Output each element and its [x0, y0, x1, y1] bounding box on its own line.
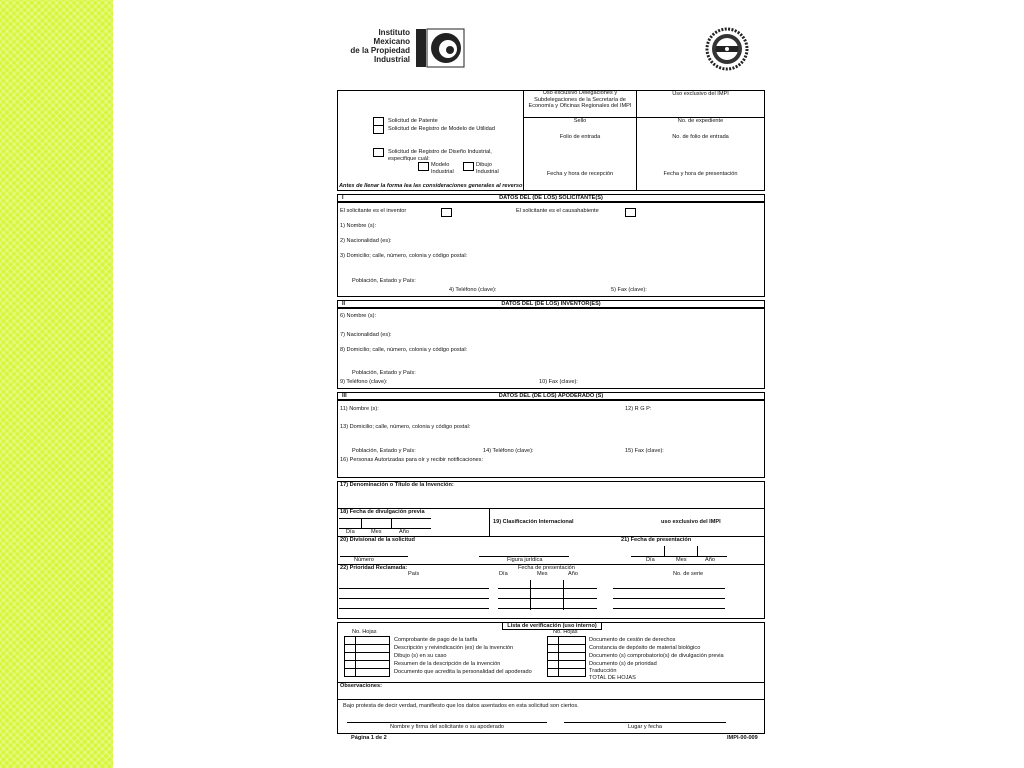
apoderado-fax-label: 15) Fax (clave):	[625, 448, 664, 454]
fecha-21-dia: Día	[646, 557, 655, 563]
decorative-side-strip	[0, 0, 113, 768]
admin-delegaciones-title: Uso exclusivo Delegaciones y Subdelegaciones de la Secretaría de Economía y Oficinas Regionales del IMPI	[528, 90, 632, 109]
logo-line-3: de la Propiedad	[350, 46, 410, 55]
prioridad-dia-col: Día	[499, 571, 508, 577]
inventor-nombre-label: 6) Nombre (s):	[340, 313, 377, 319]
section-2-roman: II	[342, 301, 346, 307]
section-2-title: DATOS DEL (DE LOS) INVENTOR(ES)	[501, 301, 601, 307]
divisional-numero-label: Número	[354, 557, 374, 563]
logo-line-1: Instituto	[378, 28, 410, 37]
protesta-text: Bajo protesta de decir verdad, manifiesto que los datos asentados en esta solicitud son ciertos.	[343, 703, 579, 709]
dibujo-industrial-checkbox[interactable]	[463, 162, 474, 171]
apoderado-nombre-label: 11) Nombre (s):	[340, 406, 379, 412]
divulgacion-ano: Año	[399, 529, 409, 535]
divulgacion-label: 18) Fecha de divulgación previa	[340, 509, 425, 515]
logo-line-2: Mexicano	[373, 37, 410, 46]
uso-exclusivo-impi-label: uso exclusivo del IMPI	[661, 519, 721, 525]
certification-seal-icon	[705, 27, 749, 71]
checklist-right-item-5: Traducción	[589, 668, 617, 674]
solicitante-fax-label: 5) Fax (clave):	[611, 287, 647, 293]
divulgacion-dia: Día	[346, 529, 355, 535]
dibujo-industrial-label-1: Dibujo	[476, 162, 492, 168]
checklist-left-item-4: Resumen de la descripción de la invención	[394, 661, 501, 667]
checklist-right-item-2: Constancia de depósito de material biológico	[589, 645, 701, 651]
modelo-industrial-label-1: Modelo	[431, 162, 450, 168]
diseno-industrial-label: Solicitud de Registro de Diseño Industrial,	[388, 149, 492, 155]
sello-label: Sello	[573, 118, 587, 124]
checklist-right-item-3: Documento (s) comprobatorio(s) de divulgación previa	[589, 653, 724, 659]
es-causahabiente-label: El solicitante es el causahabiente	[516, 208, 599, 214]
divulgacion-mes: Mes	[371, 529, 382, 535]
observaciones-label: Observaciones:	[340, 683, 382, 689]
admin-impi-title: Uso exclusivo del IMPI	[672, 91, 729, 97]
es-causahabiente-checkbox[interactable]	[625, 208, 636, 217]
firma-label: Nombre y firma del solicitante o su apoderado	[389, 724, 505, 730]
modelo-utilidad-checkbox[interactable]	[373, 125, 384, 134]
solicitante-telefono-label: 4) Teléfono (clave):	[449, 287, 497, 293]
lugar-fecha-label: Lugar y fecha	[628, 724, 662, 730]
patente-label: Solicitud de Patente	[388, 118, 438, 124]
reverse-note: Antes de llenar la forma lea las consideraciones generales al reverso	[339, 183, 523, 189]
checklist-right-no-hojas: No. Hojas	[553, 629, 578, 635]
personas-autorizadas-label: 16) Personas Autorizadas para oír y recibir notificaciones:	[340, 457, 484, 463]
fecha-21-ano: Año	[705, 557, 715, 563]
solicitante-nacionalidad-label: 2) Nacionalidad (es):	[340, 238, 392, 244]
diseno-industrial-checkbox[interactable]	[373, 148, 384, 157]
inventor-poblacion-label: Población, Estado y País:	[352, 370, 416, 376]
checklist-left-item-5: Documento que acredita la personalidad del apoderado	[394, 669, 532, 675]
fecha-21-mes: Mes	[676, 557, 687, 563]
prioridad-fecha-col: Fecha de presentación	[518, 565, 575, 571]
apoderado-rgp-label: 12) R G P:	[625, 406, 652, 412]
section-3-roman: III	[342, 393, 347, 399]
form-code: IMPI-00-009	[727, 735, 758, 741]
no-expediente-label: No. de expediente	[677, 118, 724, 124]
prioridad-label: 22) Prioridad Reclamada:	[340, 565, 408, 571]
apoderado-telefono-label: 14) Teléfono (clave):	[483, 448, 534, 454]
clasificacion-label: 19) Clasificación Internacional	[493, 519, 574, 525]
checklist-left-no-hojas: No. Hojas	[352, 629, 377, 635]
apoderado-poblacion-label: Población, Estado y País:	[352, 448, 416, 454]
modelo-industrial-label-2: Industrial	[431, 169, 454, 175]
checklist-right-item-6: TOTAL DE HOJAS	[589, 675, 636, 681]
inventor-fax-label: 10) Fax (clave):	[539, 379, 578, 385]
logo-line-4: Industrial	[373, 55, 410, 64]
section-1-title: DATOS DEL (DE LOS) SOLICITANTE(S)	[499, 195, 603, 201]
prioridad-no-serie-col: No. de serie	[673, 571, 704, 577]
fecha-presentacion-label: Fecha y hora de presentación	[663, 171, 738, 177]
impi-emblem-icon	[415, 28, 465, 68]
prioridad-mes-col: Mes	[537, 571, 548, 577]
divisional-figura-label: Figura jurídica	[507, 557, 543, 563]
checklist-left-item-1: Comprobante de pago de la tarifa	[394, 637, 478, 643]
titulo-invencion-label: 17) Denominación o Título de la Invención:	[340, 482, 454, 488]
solicitante-nombre-label: 1) Nombre (s):	[340, 223, 377, 229]
prioridad-pais-col: País	[408, 571, 420, 577]
inventor-telefono-label: 9) Teléfono (clave):	[340, 379, 388, 385]
dibujo-industrial-label-2: Industrial	[476, 169, 499, 175]
section-3-body	[337, 400, 765, 478]
solicitante-domicilio-label: 3) Domicilio; calle, número, colonia y código postal:	[340, 253, 468, 259]
checklist-left-item-3: Dibujo (s) en su caso	[394, 653, 447, 659]
prioridad-ano-col: Año	[568, 571, 578, 577]
section-1-roman: I	[342, 195, 344, 201]
fecha-presentacion-21-label: 21) Fecha de presentación	[621, 537, 692, 543]
modelo-utilidad-label: Solicitud de Registro de Modelo de Utilidad	[388, 126, 495, 132]
solicitante-poblacion-label: Población, Estado y País:	[352, 278, 416, 284]
page-number: Página 1 de 2	[351, 735, 387, 741]
no-folio-entrada-label: No. de folio de entrada	[672, 134, 729, 140]
inventor-domicilio-label: 8) Domicilio; calle, número, colonia y código postal:	[340, 347, 468, 353]
apoderado-domicilio-label: 13) Domicilio; calle, número, colonia y código postal:	[340, 424, 471, 430]
especifique-label: especifique cuál:	[388, 156, 430, 162]
es-inventor-checkbox[interactable]	[441, 208, 452, 217]
divisional-label: 20) Divisional de la solicitud	[340, 537, 415, 543]
checklist-right-item-4: Documento (s) de prioridad	[589, 661, 657, 667]
es-inventor-label: El solicitante es el inventor	[340, 208, 407, 214]
inventor-nacionalidad-label: 7) Nacionalidad (es):	[340, 332, 392, 338]
checklist-right-item-1: Documento de cesión de derechos	[589, 637, 676, 643]
section-3-title: DATOS DEL (DE LOS) APODERADO (S)	[498, 393, 604, 399]
folio-entrada-label: Folio de entrada	[559, 134, 601, 140]
modelo-industrial-checkbox[interactable]	[418, 162, 429, 171]
fecha-recepcion-label: Fecha y hora de recepción	[546, 171, 614, 177]
checklist-title: Lista de verificación (uso interno)	[507, 623, 597, 629]
checklist-left-item-2: Descripción y reivindicación (es) de la invención	[394, 645, 514, 651]
